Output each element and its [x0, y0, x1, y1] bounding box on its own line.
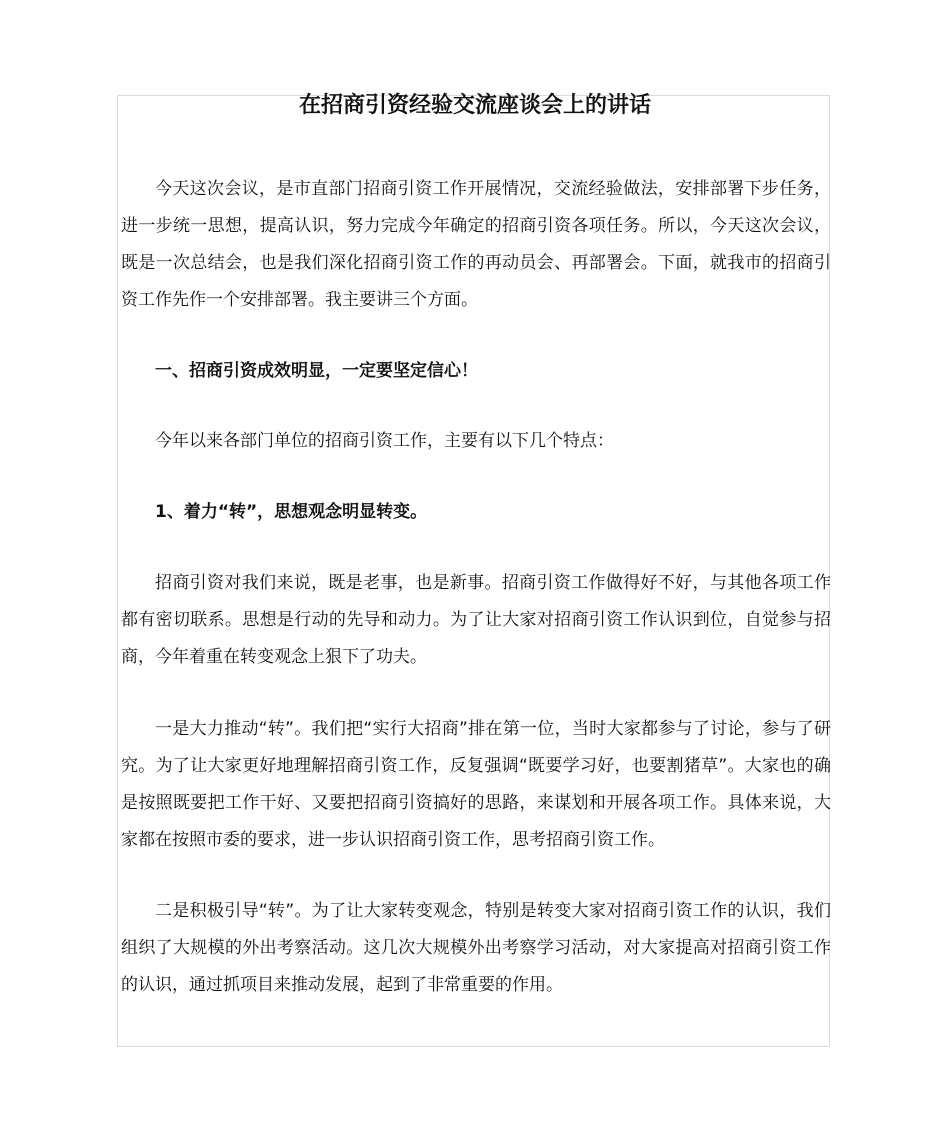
- paragraph-intro: 今天这次会议，是市直部门招商引资工作开展情况，交流经验做法，安排部署下步任务，进一步统一思想，提高认识，努力完成今年确定的招商引资各项任务。所以，今天这次会议，既是一次总结会，也是我们深化招商引资工作的再动员会、再部署会。下面，就我市的招商引资工作先作一个安排部署。我主要讲三个方面。: [121, 179, 831, 310]
- paragraph-features: 今年以来各部门单位的招商引资工作，主要有以下几个特点：: [155, 431, 614, 451]
- paragraph-point-1: 一是大力推动“转”。我们把“实行大招商”排在第一位，当时大家都参与了讨论，参与了研究。为了让大家更好地理解招商引资工作，反复强调“既要学习好，也要割猪草”。大家也的确是按照既要把工作干好、又要把招商引资搞好的思路，来谋划和开展各项工作。具体来说，大家都在按照市委的要求，进一步认识招商引资工作，思考招商引资工作。: [121, 719, 831, 850]
- subheading-1: 1、着力“转”，思想观念明显转变。: [155, 502, 428, 522]
- paragraph-transform: 招商引资对我们来说，既是老事，也是新事。招商引资工作做得好不好，与其他各项工作都有密切联系。思想是行动的先导和动力。为了让大家对招商引资工作认识到位，自觉参与招商，今年着重在转变观念上狠下了功夫。: [121, 573, 831, 667]
- document-title: 在招商引资经验交流座谈会上的讲话: [298, 93, 651, 118]
- paragraph-point-2: 二是积极引导“转”。为了让大家转变观念，特别是转变大家对招商引资工作的认识，我们组织了大规模的外出考察活动。这几次大规模外出考察学习活动，对大家提高对招商引资工作的认识，通过抓项目来推动发展，起到了非常重要的作用。: [121, 901, 831, 995]
- section-heading-1: 一、招商引资成效明显，一定要坚定信心！: [155, 361, 478, 381]
